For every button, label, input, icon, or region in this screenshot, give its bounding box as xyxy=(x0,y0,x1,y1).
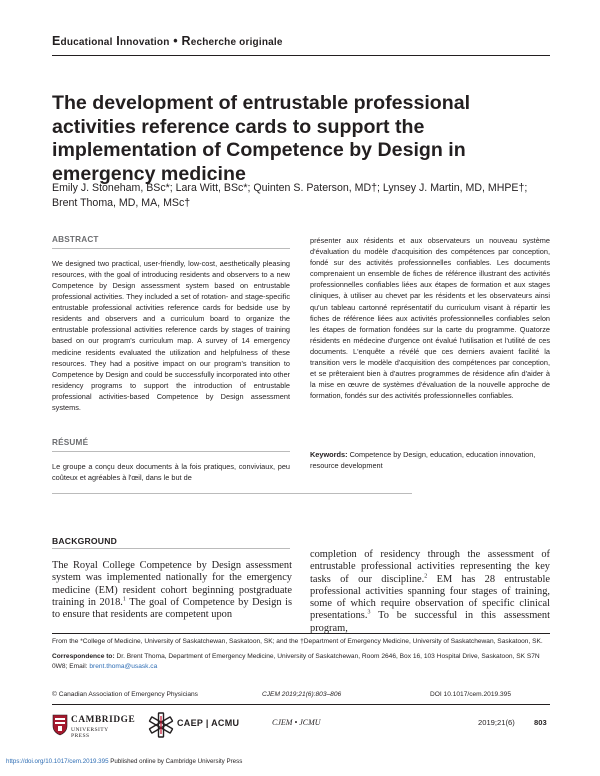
publication-rule xyxy=(52,704,550,705)
keywords xyxy=(310,449,550,471)
footnote-rule xyxy=(52,633,550,634)
header-rule xyxy=(52,55,550,56)
section-header-a-rest: ducational xyxy=(60,37,113,48)
copyright-notice: © Canadian Association of Emergency Physicians xyxy=(52,691,198,698)
abstract-section xyxy=(52,235,290,413)
article-title: The development of entrustable professional activities reference cards to support the implementation of Competence by Design in emergency medicine xyxy=(52,92,471,185)
background-left-part2: The goal of Competence by Design is to ensure that residents are competent upon xyxy=(52,596,293,621)
affiliation-note: From the *College of Medicine, University of Saskatchewan, Saskatoon, SK; and the †Department of Emergency Medicine, University of Saskatchewan, Saskatoon, SK. xyxy=(52,638,543,645)
section-header-b-initial: I xyxy=(116,34,120,48)
background-right-part2: EM has 28 entrustable professional activities spanning four stages of training, some of which require observation of specific clinical presentations. xyxy=(310,573,550,622)
correspondence-label: Correspondence to: xyxy=(52,653,115,661)
reference-2: 2 xyxy=(424,573,428,580)
doi-footer-suffix: Published online by Cambridge University Press xyxy=(108,758,243,765)
reference-3: 3 xyxy=(367,610,371,617)
caep-logo xyxy=(148,710,248,742)
journal-name: CJEM • JCMU xyxy=(272,718,321,727)
background-right-part1: completion of residency through the assessment of entrustable professional activities representing the key tasks of our discipline. xyxy=(310,549,550,585)
background-rule xyxy=(52,548,290,549)
abstract-text: We designed two practical, user-friendly, low-cost, aesthetically pleasing resources, with the goal of introducing residents and observers to a new Competence by Design assessment system based on entrustable professional activities. They included a set of rotation- and stage-specific entrustable professional activities reference cards for bedside use by residents and observers and a curriculum board to organize the entrustable professional activities reference cards by stages of training based on our program's curriculum map. A survey of 14 emergency medicine residents evaluated the utilization and helpfulness of these resources. They had a positive impact on our program's transition to Competence by Design and could be successfully incorporated into other residency programs to support the introduction of entrustable professional activities-based Competence by Design assessment systems. xyxy=(52,258,290,413)
background-text-left xyxy=(52,560,292,621)
section-header-c-rest: echerche originale xyxy=(190,37,283,48)
resume-section xyxy=(52,438,290,483)
doi-reference: DOI 10.1017/cem.2019.395 xyxy=(430,691,512,698)
caep-star-of-life-icon xyxy=(148,710,174,740)
section-header-separator: • xyxy=(169,34,182,48)
reference-1: 1 xyxy=(122,596,126,603)
background-right-part3: To be successful in this assessment program, xyxy=(310,610,550,634)
cambridge-shield-icon xyxy=(52,714,68,736)
section-header-c-initial: R xyxy=(181,34,191,48)
abstract-heading: ABSTRACT xyxy=(52,235,99,244)
doi-footer xyxy=(6,758,242,765)
background-text-right xyxy=(310,549,550,635)
journal-volume: 2019;21(6) xyxy=(478,718,515,727)
resume-text-start: Le groupe a conçu deux documents à la fois pratiques, conviviaux, peu coûteux et agréables à l'œil, dans le but de xyxy=(52,461,290,482)
background-left-part1: The Royal College Competence by Design assessment system was implemented nationally for the emergency medicine (EM) resident cohort beginning postgraduate training in 2018. xyxy=(52,560,292,608)
cup-subname: UNIVERSITY PRESS xyxy=(71,727,109,739)
resume-text-continued: présenter aux résidents et aux observateurs un nouveau système d'évaluation du modèle d'acquisition des compétences par conception, fondé sur des activités professionnelles confiables. Les documents comprenaient un ensemble de fiches de référence illustrant des activités professionnelles confiables liées aux étapes de formation et aux stages cliniques, à utiliser au chevet par les résidents et les observateurs ainsi qu'un tableau cartonné représentatif du curriculum visant à répartir les fiches de référence liées aux activités professionnelles confiables selon les étapes de formation fondées sur la carte du programme. Quatorze résidents en médecine d'urgence ont évalué l'utilisation et l'utilité de ces documents. L'enquête a révélé que ces derniers avaient facilité la transition vers le modèle d'acquisition des compétences par conception, et se prêteraient bien à d'autres programmes de résidence afin d'aider à la mise en œuvre de systèmes d'évaluation de la nouvelle approche de formation, fondés sur des activités professionnelles confiables. xyxy=(310,236,550,401)
background-heading: BACKGROUND xyxy=(52,536,118,546)
footnotes xyxy=(52,637,550,678)
section-header xyxy=(52,34,283,48)
cambridge-university-press-logo xyxy=(52,712,136,742)
correspondence-email-link[interactable]: brent.thoma@usask.ca xyxy=(89,663,158,671)
correspondence-text: Dr. Brent Thoma, Department of Emergency Medicine, University of Saskatchewan, Room 2646, Box 16, 103 Hospital Drive, Saskatoon, SK S7N 0W8; Email: xyxy=(52,653,540,671)
resume-heading: RÉSUMÉ xyxy=(52,438,89,447)
author-list: Emily J. Stoneham, BSc*; Lara Witt, BSc*; Quinten S. Paterson, MD†; Lynsey J. Martin, MD, MHPE†; Brent Thoma, MD, MA, MSc† xyxy=(52,182,528,209)
section-header-b-rest: nnovation xyxy=(119,37,170,48)
page-number: 803 xyxy=(534,718,547,727)
section-header-a-initial: E xyxy=(52,34,61,48)
abstract-rule xyxy=(52,248,290,249)
caep-name: CAEP | ACMU xyxy=(177,718,240,728)
abstract-end-rule xyxy=(52,493,412,494)
cup-name: CAMBRIDGE xyxy=(71,715,136,725)
correspondence-note xyxy=(52,652,550,672)
resume-rule xyxy=(52,451,290,452)
doi-link[interactable]: https://doi.org/10.1017/cem.2019.395 xyxy=(6,758,109,765)
citation: CJEM 2019;21(6):803–806 xyxy=(262,691,342,698)
keywords-text: Competence by Design, education, education innovation, resource development xyxy=(310,450,536,470)
keywords-label: Keywords: xyxy=(310,450,348,459)
